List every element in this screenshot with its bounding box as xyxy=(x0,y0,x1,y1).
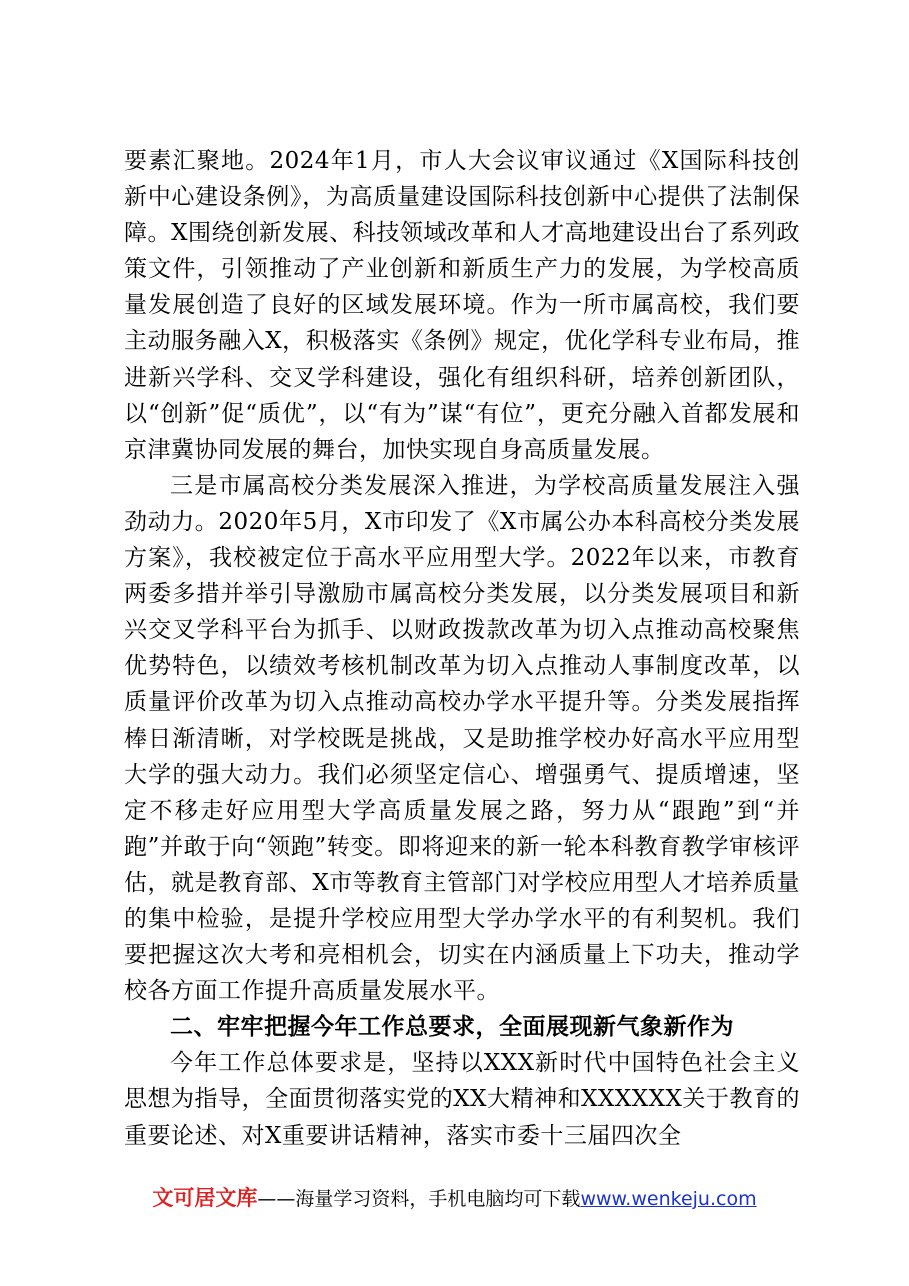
footer-slogan: ——海量学习资料，手机电脑均可下载 xyxy=(257,1188,581,1210)
footer-brand: 文可居文库 xyxy=(152,1186,258,1210)
paragraph-work-requirements: 今年工作总体要求是，坚持以XXX新时代中国特色社会主义思想为指导，全面贯彻落实党的XX大精神和XXXXXX关于教育的重要论述、对X重要讲话精神，落实市委十三届四次全 xyxy=(124,1050,800,1149)
footer-banner xyxy=(0,1182,909,1212)
footer-website-link[interactable]: www.wenkeju.com xyxy=(580,1188,757,1210)
paragraph-third-point: 三是市属高校分类发展深入推进，为学校高质量发展注入强劲动力。2020年5月，X市印发了《X市属公办本科高校分类发展方案》，我校被定位于高水平应用型大学。2022年以来，市教育两委多措并举引导激励市属高校分类发展，以分类发展项目和新兴交叉学科平台为抓手、以财政拨款改革为切入点推动高校聚焦优势特色，以绩效考核机制改革为切入点推动人事制度改革，以质量评价改革为切入点推动高校办学水平提升等。分类发展指挥棒日渐清晰，对学校既是挑战，又是助推学校办好高水平应用型大学的强大动力。我们必须坚定信心、增强勇气、提质增速，坚定不移走好应用型大学高质量发展之路，努力从“跟跑”到“并跑”并敢于向“领跑”转变。即将迎来的新一轮本科教育教学审核评估，就是教育部、X市等教育主管部门对学校应用型人才培养质量的集中检验，是提升学校应用型大学办学水平的有利契机。我们要把握这次大考和亮相机会，切实在内涵质量上下功夫，推动学校各方面工作提升高质量发展水平。 xyxy=(124,472,800,1005)
paragraph-continuation: 要素汇聚地。2024年1月，市人大会议审议通过《X国际科技创新中心建设条例》，为高质量建设国际科技创新中心提供了法制保障。X围绕创新发展、科技领域改革和人才高地建设出台了系列政策文件，引领推动了产业创新和新质生产力的发展，为学校高质量发展创造了良好的区域发展环境。作为一所市属高校，我们要主动服务融入X，积极落实《条例》规定，优化学科专业布局，推进新兴学科、交叉学科建设，强化有组织科研，培养创新团队，以“创新”促“质优”，以“有为”谋“有位”，更充分融入首都发展和京津冀协同发展的舞台，加快实现自身高质量发展。 xyxy=(124,148,800,463)
section-heading: 二、牢牢把握今年工作总要求，全面展现新气象新作为 xyxy=(170,1014,734,1041)
document-body xyxy=(124,143,800,1154)
